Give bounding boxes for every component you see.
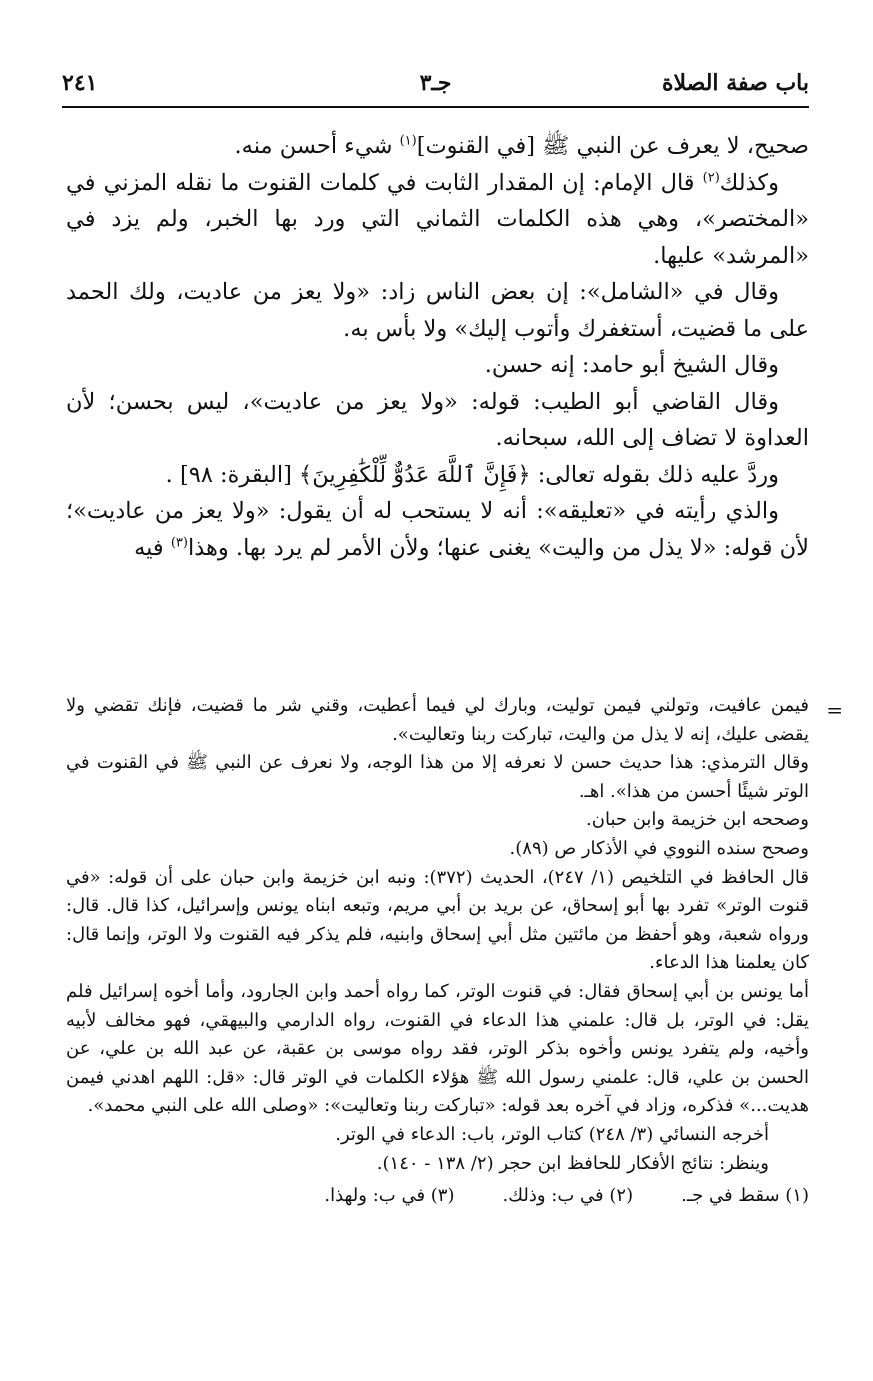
footnote-2: (٢) في ب: وذلك. xyxy=(502,1185,634,1207)
running-header xyxy=(62,66,809,108)
footnotes xyxy=(66,692,843,1211)
footnote-text: قال الحافظ في التلخيص (١/ ٢٤٧)، الحديث (٣٧٢): ونبه ابن خزيمة وابن حبان على أن قوله: «في قنوت الوتر» تفرد بها أبو إسحاق، عن بريد بن أبي مريم، وتبعه ابناه يونس وإسرائيل، كذا قال. قال: ورواه شعبة، وهو أحفظ من مائتين مثل أبي إسحاق وابنيه، فلم يذكر فيه القنوت ولا الوتر، وإنما قال: كان يعلمنا هذا الدعاء. xyxy=(66,866,809,974)
footnote-1: (١) سقط في جـ. xyxy=(681,1185,809,1207)
paragraph-5: وقال القاضي أبو الطيب: قوله: «ولا يعز من عاديت»، ليس بحسن؛ لأن العداوة لا تضاف إلى الله، سبحانه. xyxy=(66,388,809,451)
footnote-list xyxy=(66,1182,809,1211)
paragraph-3: وقال في «الشامل»: إن بعض الناس زاد: «ولا يعز من عاديت، ولك الحمد على ما قضيت، أستغفرك وأتوب إليك» ولا بأس به. xyxy=(66,279,809,342)
page-number: ٢٤١ xyxy=(62,70,98,96)
main-text xyxy=(66,128,809,566)
footnote-text: وصححه ابن خزيمة وابن حبان. xyxy=(586,809,809,831)
volume-number: جـ٣ xyxy=(419,70,452,96)
footnote-text: وقال الترمذي: هذا حديث حسن لا نعرفه إلا من هذا الوجه، ولا نعرف عن النبي ﷺ في القنوت في الوتر شيئًا أحسن من هذا». اهـ. xyxy=(66,752,809,802)
footnote-text: أما يونس بن أبي إسحاق فقال: في قنوت الوتر، كما رواه أحمد وابن الجارود، وأما أخوه إسرائيل فلم يقل: في الوتر، بل قال: علمني هذا الدعاء في القنوت، رواه الدارمي والبيهقي، فهو مخالف لأبيه وأخيه، ولم يتفرد يونس وأخوه بذكر الوتر، فقد رواه موسى بن عقبة، عن عبد الله بن علي، عن الحسن بن علي، قال: علمني رسول الله ﷺ هؤلاء الكلمات في الوتر قال: «قل: اللهم اهدني فيمن هديت...» فذكره، وزاد في آخره بعد قوله: «تباركت ربنا وتعاليت»: «وصلى الله على النبي محمد». xyxy=(66,980,809,1117)
paragraph-7: والذي رأيته في «تعليقه»: أنه لا يستحب له أن يقول: «ولا يعز من عاديت»؛ لأن قوله: «لا يذل من واليت» يغنى عنها؛ ولأن الأمر لم يرد بها. وهذا$^{(٣)}$ فيه xyxy=(66,498,809,561)
continuation-mark: = xyxy=(826,698,843,722)
footnote-ref-2: (٢) xyxy=(702,170,720,185)
paragraph-4: وقال الشيخ أبو حامد: إنه حسن. xyxy=(484,352,779,378)
footnote-text: أخرجه النسائي (٣/ ٢٤٨) كتاب الوتر، باب: الدعاء في الوتر. xyxy=(335,1123,769,1145)
footnote-text: فيمن عافيت، وتولني فيمن توليت، وبارك لي فيما أعطيت، وقني شر ما قضيت، فإنك تقضي ولا يقضى عليك، إنه لا يذل من واليت، تباركت ربنا وتعاليت». xyxy=(66,695,809,745)
footnote-text: وصحح سنده النووي في الأذكار ص (٨٩). xyxy=(509,837,809,859)
footnote-3: (٣) في ب: ولهذا. xyxy=(324,1185,455,1207)
paragraph-2: وكذلك$^{(٢)}$ قال الإمام: إن المقدار الثابت في كلمات القنوت ما نقله المزني في «المختصر»، وهي هذه الكلمات الثماني التي ورد بها الخبر، ولم يزد في «المرشد» عليها. xyxy=(66,169,809,269)
footnote-ref-3: (٣) xyxy=(170,535,188,550)
paragraph-6: وردَّ عليه ذلك بقوله تعالى: ﴿فَإِنَّ ٱللَّهَ عَدُوٌّ لِّلْكَٰفِرِينَ﴾ [البقرة: ٩٨] . xyxy=(165,461,779,488)
paragraph-1: صحيح، لا يعرف عن النبي ﷺ [في القنوت]$^{(١)}$ شيء أحسن منه. xyxy=(234,133,809,159)
chapter-title: باب صفة الصلاة xyxy=(661,70,809,96)
footnote-ref-1: (١) xyxy=(399,133,417,149)
footnote-text: وينظر: نتائج الأفكار للحافظ ابن حجر (٢/ ١٣٨ - ١٤٠). xyxy=(376,1152,769,1174)
